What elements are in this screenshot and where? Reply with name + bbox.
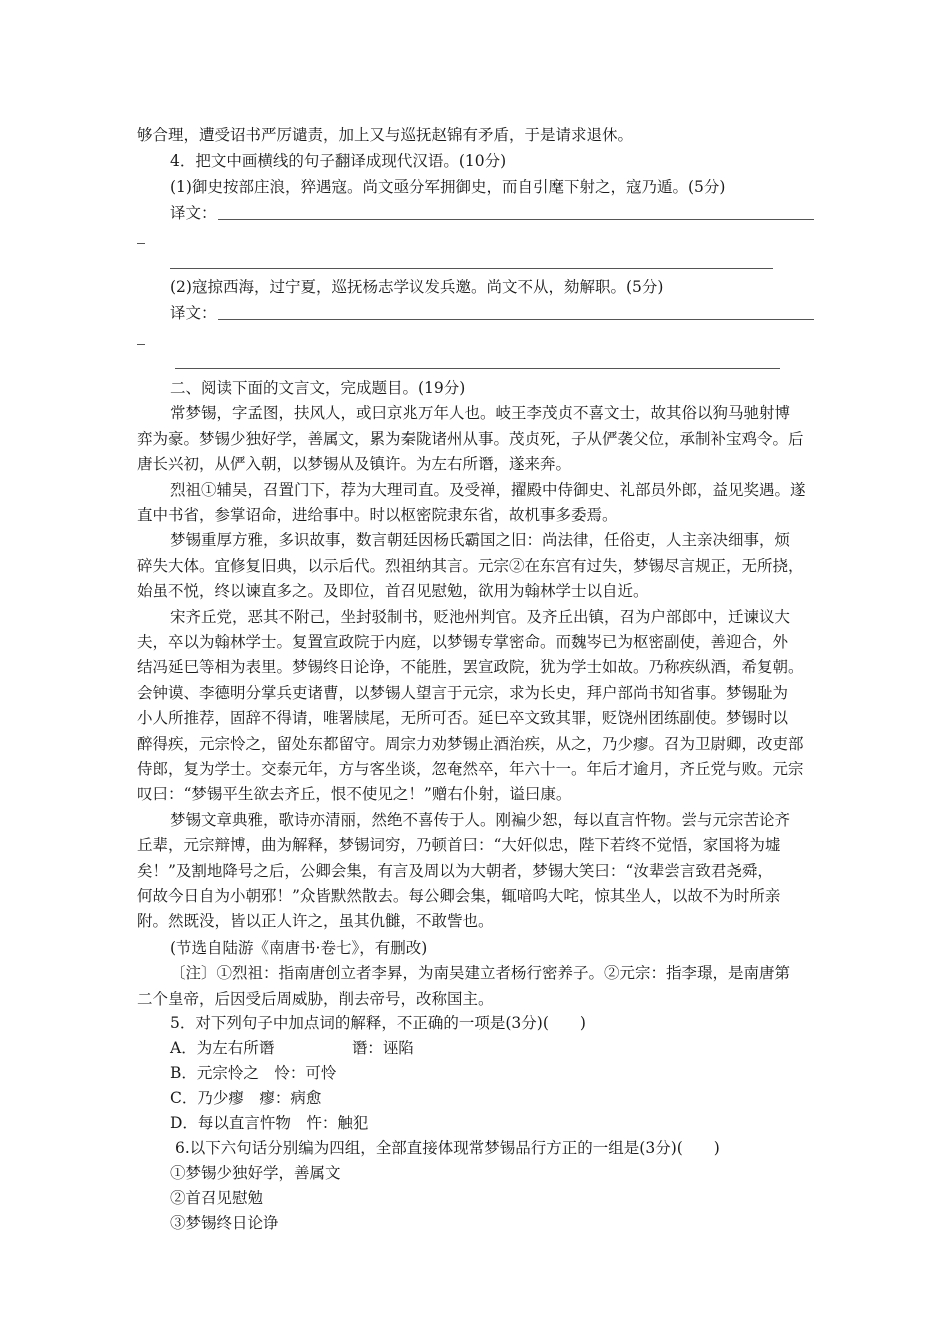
section-2-heading: 二、阅读下面的文言文，完成题目。(19分): [170, 379, 466, 397]
passage-line: 梦锡文章典雅，歌诗亦清丽，然绝不喜传于人。刚褊少恕，每以直言忤物。尝与元宗苦论齐: [170, 811, 791, 829]
passage-line: 结冯延巳等相为表里。梦锡终日论诤，不能胜，罢宣政院，犹为学士如故。乃称疾纵酒，希复朝。: [137, 658, 804, 676]
answer-line[interactable]: [175, 368, 780, 369]
answer-line[interactable]: [218, 319, 814, 320]
option-c: C．乃少瘳 瘳：病愈: [170, 1089, 322, 1107]
option-b: B．元宗怜之 怜：可怜: [170, 1064, 337, 1082]
passage-line: 叹曰：“梦锡平生欲去齐丘，恨不使见之！”赠右仆射，谥曰康。: [137, 785, 572, 803]
passage-line: 醉得疾，元宗怜之，留处东都留守。周宗力劝梦锡止酒治疾，从之，乃少瘳。召为卫尉卿，改吏部: [137, 735, 804, 753]
passage-line: 弈为豪。梦锡少独好学，善属文，累为秦陇诸州从事。茂贞死，子从俨袭父位，承制补宝鸡令。后: [137, 430, 804, 448]
passage-line: 何故今日自为小朝邪！”众皆默然散去。每公卿会集，辄喑呜大咤，惊其坐人，以故不为时所亲: [137, 887, 781, 905]
annotation: 〔注〕①烈祖：指南唐创立者李昪，为南吴建立者杨行密养子。②元宗：指李璟，是南唐第: [170, 964, 791, 982]
question-5: 5．对下列句子中加点词的解释，不正确的一项是(3分)( ): [170, 1014, 586, 1032]
annotation: 二个皇帝，后因受后周威胁，削去帝号，改称国主。: [137, 990, 494, 1008]
passage-line: 丘辈，元宗辩博，曲为解释，梦锡词穷，乃顿首曰：“大奸似忠，陛下若终不觉悟，家国将为墟: [137, 836, 781, 854]
passage-line: 附。然既没，皆以正人许之，虽其仇雠，不敢訾也。: [137, 912, 494, 930]
source-citation: (节选自陆游《南唐书·卷七》，有删改): [170, 939, 428, 957]
answer-line[interactable]: [170, 268, 773, 269]
answer-label: 译文：: [170, 204, 217, 222]
passage-line: 碎失大体。宜修复旧典，以示后代。烈祖纳其言。元宗②在东宫有过失，梦锡尽言规正，无所挠，: [137, 557, 804, 575]
passage-line: 宋齐丘党，恶其不附己，坐封驳制书，贬池州判官。及齐丘出镇，召为户部郎中，迁谏议大: [170, 608, 791, 626]
answer-label: 译文：: [170, 304, 217, 322]
statement-2: ②首召见慰勉: [170, 1189, 264, 1207]
statement-3: ③梦锡终日论诤: [170, 1214, 279, 1232]
option-d: D．每以直言忤物 忤：触犯: [170, 1114, 369, 1132]
passage-line: 小人所推荐，固辞不得请，唯署牍尾，无所可否。延巳卒文致其罪，贬饶州团练副使。梦锡时以: [137, 709, 789, 727]
answer-line[interactable]: [218, 219, 814, 220]
answer-line-dash: [137, 243, 145, 244]
passage-line: 夫，卒以为翰林学士。复置宣政院于内庭，以梦锡专掌密命。而魏岑已为枢密副使，善迎合，外: [137, 633, 789, 651]
question-6: 6.以下六句话分别编为四组，全部直接体现常梦锡品行方正的一组是(3分)( ): [175, 1139, 720, 1157]
statement-1: ①梦锡少独好学，善属文: [170, 1164, 341, 1182]
passage-line: 直中书省，参掌诏命，进给事中。时以枢密院隶东省，故机事多委焉。: [137, 506, 618, 524]
passage-line: 唐长兴初，从俨入朝，以梦锡从及镇许。为左右所谮，遂来奔。: [137, 455, 572, 473]
answer-line-dash: [137, 344, 145, 345]
text-line: 够合理，遭受诏书严厉谴责，加上又与巡抚赵锦有矛盾，于是请求退休。: [137, 126, 634, 144]
passage-line: 始虽不悦，终以谏直多之。及即位，首召见慰勉，欲用为翰林学士以自近。: [137, 582, 649, 600]
passage-line: 会钟谟、李德明分掌兵吏诸曹，以梦锡人望言于元宗，求为长史，拜户部尚书知省事。梦锡耻为: [137, 684, 789, 702]
option-a: A．为左右所谮 谮：诬陷: [170, 1039, 414, 1057]
passage-line: 侍郎，复为学士。交泰元年，方与客坐谈，忽奄然卒，年六十一。年后才逾月，齐丘党与败。元宗: [137, 760, 804, 778]
passage-line: 常梦锡，字孟图，扶风人，或曰京兆万年人也。岐王李茂贞不喜文士，故其俗以狗马驰射博: [170, 404, 791, 422]
question-4-2: (2)寇掠西海，过宁夏，巡抚杨志学议发兵邀。尚文不从，劾解职。(5分): [170, 278, 664, 296]
question-4: 4．把文中画横线的句子翻译成现代汉语。(10分): [170, 152, 507, 170]
passage-line: 矣！”及割地降号之后，公卿会集，有言及周以为大朝者，梦锡大笑曰：“汝辈尝言致君尧舜，: [137, 862, 773, 880]
question-4-1: (1)御史按部庄浪，猝遇寇。尚文亟分军拥御史，而自引麾下射之，寇乃遁。(5分): [170, 178, 726, 196]
passage-line: 烈祖①辅吴，召置门下，荐为大理司直。及受禅，擢殿中侍御史、礼部员外郎，益见奖遇。遂: [170, 481, 806, 499]
passage-line: 梦锡重厚方雅，多识故事，数言朝廷因杨氏霸国之旧：尚法律，任俗吏，人主亲决细事，烦: [170, 531, 791, 549]
